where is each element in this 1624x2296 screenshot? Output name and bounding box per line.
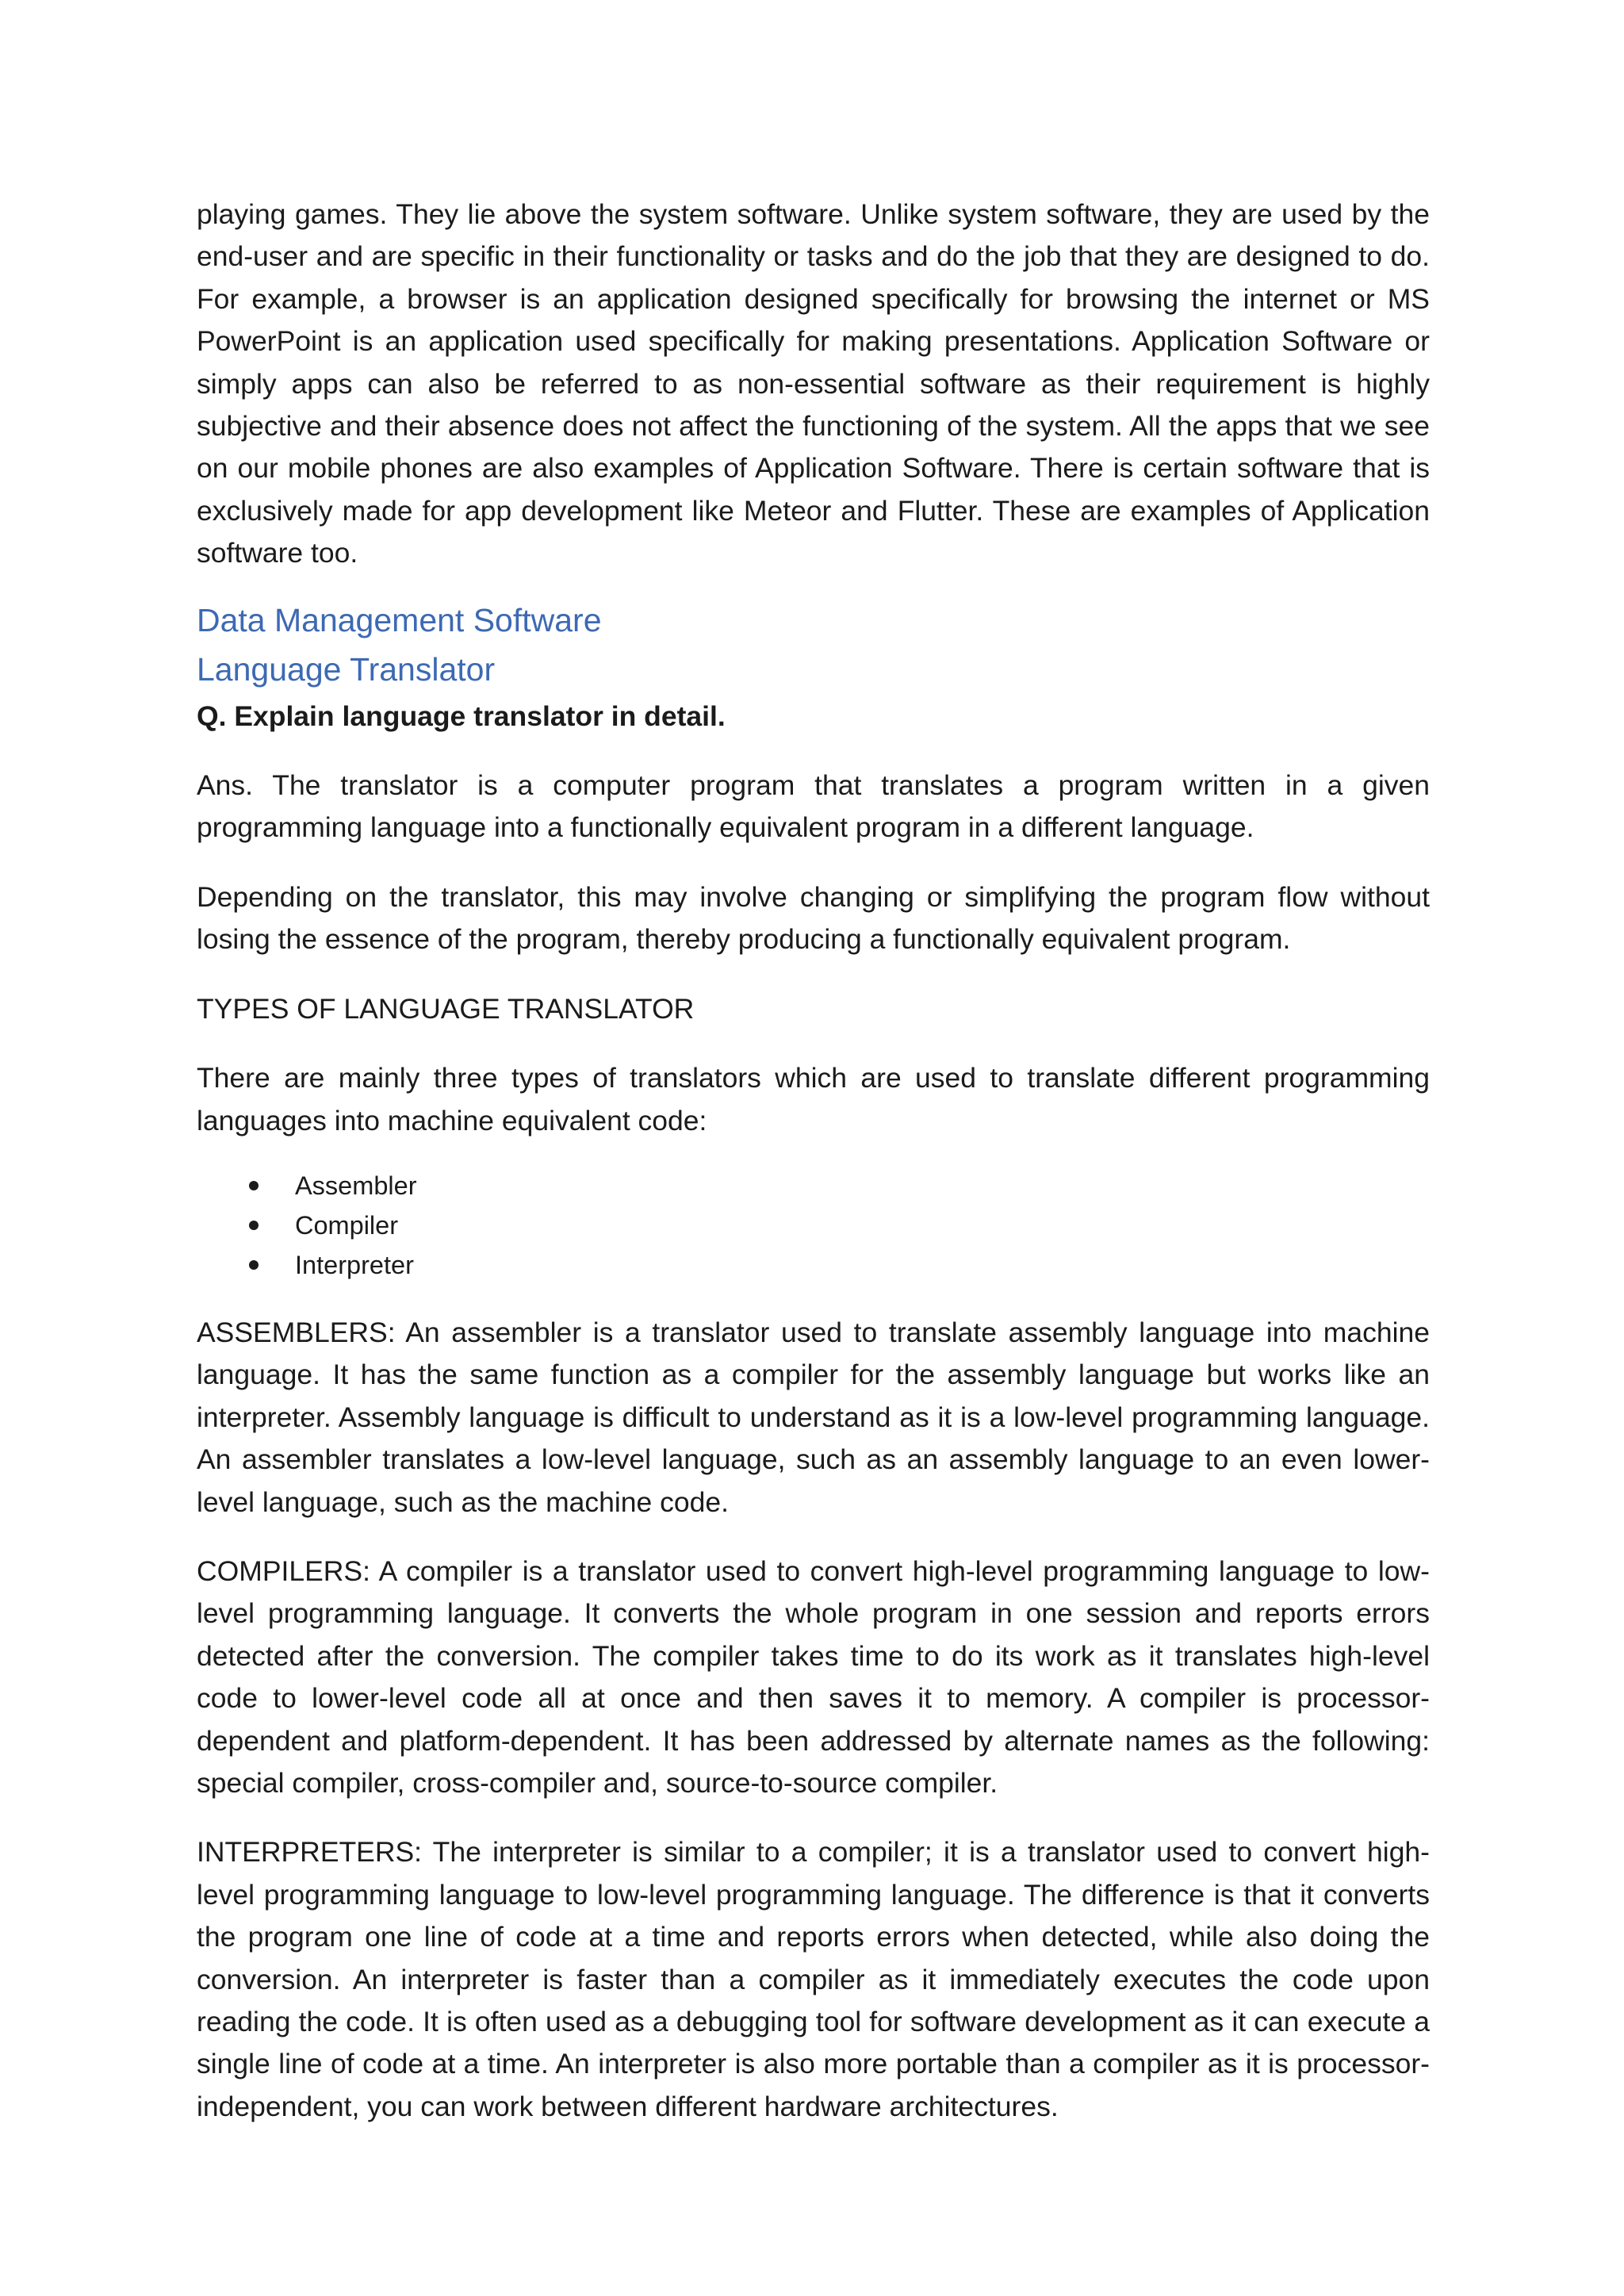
heading-language-translator: Language Translator <box>197 650 496 688</box>
list-item-label: Compiler <box>295 1210 399 1240</box>
list-item <box>197 1245 1430 1285</box>
translator-types-list <box>197 1166 1430 1285</box>
heading-data-management-software: Data Management Software <box>197 601 602 638</box>
list-item-label: Assembler <box>295 1171 417 1200</box>
bullet-icon <box>249 1221 259 1230</box>
list-item <box>197 1166 1430 1205</box>
answer-paragraph: Depending on the translator, this may involve changing or simplifying the program flow without losing the essence of the program, thereby producing a functionally equivalent program. <box>197 880 1430 956</box>
types-heading: TYPES OF LANGUAGE TRANSLATOR <box>197 992 695 1025</box>
list-item <box>197 1205 1430 1245</box>
list-item-label: Interpreter <box>295 1250 414 1279</box>
bullet-icon <box>249 1260 259 1270</box>
intro-paragraph: playing games. They lie above the system software. Unlike system software, they are used by the end-user and are specific in their functionality or tasks and do the job that they are designed to do. For example, a browser is an application designed specifically for browsing the internet or MS PowerPoint is an application used specifically for making presentations. Application Software or simply apps can also be referred to as non-essential software as their requirement is highly subjective and their absence does not affect the functioning of the system. All the apps that we see on our mobile phones are also examples of Application Software. There is certain software that is exclusively made for app development like Meteor and Flutter. These are examples of Application software too. <box>197 198 1430 569</box>
types-intro-paragraph: There are mainly three types of translators which are used to translate different programming languages into machine equivalent code: <box>197 1062 1430 1137</box>
document-page <box>197 194 1430 2128</box>
assemblers-paragraph: ASSEMBLERS: An assembler is a translator used to translate assembly language into machine language. It has the same function as a compiler for the assembly language but works like an interpreter. Assembly language is difficult to understand as it is a low-level programming language. An assembler translates a low-level language, such as an assembly language to an even lower-level language, such as the machine code. <box>197 1316 1430 1518</box>
interpreters-paragraph: INTERPRETERS: The interpreter is similar to a compiler; it is a translator used to convert high-level programming language to low-level programming language. The difference is that it converts the program one line of code at a time and reports errors when detected, while also doing the conversion. An interpreter is faster than a compiler as it immediately executes the code upon reading the code. It is often used as a debugging tool for software development as it can execute a single line of code at a time. An interpreter is also more portable than a compiler as it is processor-independent, you can work between different hardware architectures. <box>197 1836 1430 2122</box>
question-text: Q. Explain language translator in detail. <box>197 700 726 732</box>
compilers-paragraph: COMPILERS: A compiler is a translator used to convert high-level programming language to low-level programming language. It converts the whole program in one session and reports errors detected after the conversion. The compiler takes time to do its work as it translates high-level code to lower-level code all at once and then saves it to memory. A compiler is processor-dependent and platform-dependent. It has been addressed by alternate names as the following: special compiler, cross-compiler and, source-to-source compiler. <box>197 1554 1430 1799</box>
answer-paragraph: Ans. The translator is a computer program that translates a program written in a given programming language into a functionally equivalent program in a different language. <box>197 769 1430 844</box>
bullet-icon <box>249 1181 259 1190</box>
